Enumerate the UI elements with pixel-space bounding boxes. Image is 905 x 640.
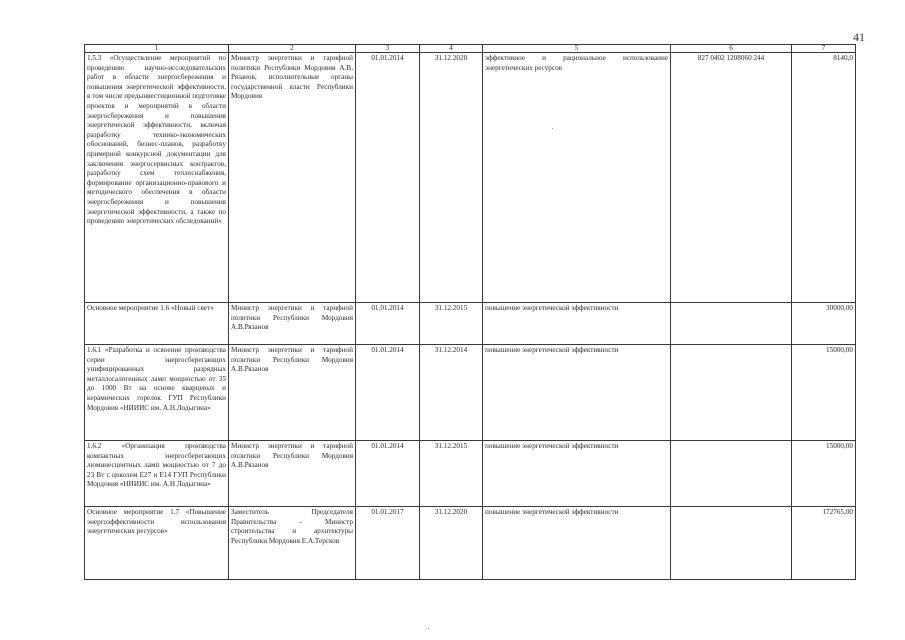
program-measures-table: [84, 44, 856, 580]
budget-code-cell: [671, 507, 792, 580]
budget-code-cell: 827 0402 1208060 244: [671, 53, 792, 303]
start-date-cell: 01.01.2014: [356, 53, 420, 303]
table-row: [85, 345, 856, 441]
amount-cell: 8140,0: [792, 53, 856, 303]
column-number: 4: [420, 45, 483, 53]
amount-cell: 15000,00: [792, 441, 856, 507]
scan-speck: [428, 628, 429, 629]
end-date-cell: 31.12.2014: [420, 345, 483, 441]
measure-name-cell: Основное мероприятие 1.6 «Новый свет»: [85, 303, 229, 345]
end-date-cell: 31.12.2015: [420, 441, 483, 507]
measure-name-cell: 1.5.3 «Осуществление мероприятий по проведению научно-исследовательских работ в области энергосбережения и повышения энергетической эффективности, в том числе предынвестиционной подготовке проектов и мероприятий в области энергосбережения и повышения энергетической эффективности, включая разработку технико-экономических обоснований, бизнес-планов, разработку примерной конкурсной документации для заключения энергосервисных контрактов, разработку схем теплоснабжения, формирование организационно-правового и методического обеспечения в области энергосбережения и повышения энергетической эффективности, а также по проведению энергетических обследований»: [85, 53, 229, 303]
measure-name-cell: Основное мероприятие 1.7 «Повышение энергоэффективности использования энергетических ресурсов»: [85, 507, 229, 580]
amount-cell: 30000,00: [792, 303, 856, 345]
executor-cell: Министр энергетики и тарифной политики Республики Мордовия А.В. Рязанов, исполнительные органы государственной власти Республики Мордовия: [229, 53, 356, 303]
page-number: 41: [853, 30, 865, 44]
start-date-cell: 01.01.2014: [356, 303, 420, 345]
budget-code-cell: [671, 303, 792, 345]
expected-result-cell: повышение энергетической эффективности: [483, 345, 671, 441]
expected-result-cell: повышение энергетической эффективности: [483, 507, 671, 580]
table-row: [85, 53, 856, 303]
amount-cell: 15000,00: [792, 345, 856, 441]
start-date-cell: 01.01.2014: [356, 345, 420, 441]
measure-name-cell: 1.6.2 «Организация производства компактных энергосберегающих люминесцентных ламп мощностью от 7 до 23 Вт с цоколем Е27 и Е14 ГУП Республики Мордовия «НИИИС им. А.Н Лодыгина»: [85, 441, 229, 507]
start-date-cell: 01.01.2014: [356, 441, 420, 507]
column-number: 3: [356, 45, 420, 53]
expected-result-cell: повышение энергетической эффективности: [483, 441, 671, 507]
column-number: 2: [229, 45, 356, 53]
executor-cell: Министр энергетики и тарифной политики Республики Мордовия А.В.Рязанов: [229, 441, 356, 507]
scan-speck: [552, 128, 553, 129]
table-row: [85, 303, 856, 345]
column-number: 7: [792, 45, 856, 53]
column-number: 5: [483, 45, 671, 53]
end-date-cell: 31.12.2015: [420, 303, 483, 345]
table-row: [85, 507, 856, 580]
expected-result-cell: эффективное и рациональное использование энергетических ресурсов: [483, 53, 671, 303]
table-row: [85, 441, 856, 507]
executor-cell: Министр энергетики и тарифной политики Республики Мордовия А.В.Рязанов: [229, 345, 356, 441]
budget-code-cell: [671, 345, 792, 441]
amount-cell: 172765,00: [792, 507, 856, 580]
budget-code-cell: [671, 441, 792, 507]
expected-result-cell: повышение энергетической эффективности: [483, 303, 671, 345]
column-number: 1: [85, 45, 229, 53]
executor-cell: Министр энергетики и тарифной политики Республики Мордовия А.В.Рязанов: [229, 303, 356, 345]
executor-cell: Заместитель Председателя Правительства - Министр строительства и архитектуры Республики Мордовия Е.А.Терсков: [229, 507, 356, 580]
end-date-cell: 31.12.2020: [420, 507, 483, 580]
start-date-cell: 01.01.2017: [356, 507, 420, 580]
end-date-cell: 31.12.2020: [420, 53, 483, 303]
measure-name-cell: 1.6.1 «Разработка и освоение производства серии энергосберегающих унифицированных разрядных металлогалогенных ламп мощностью от 35 до 1000 Вт на основе кварцевых и керамических горелок ГУП Республики Мордовия «НИИИС им. А.Н.Лодыгина»: [85, 345, 229, 441]
column-number-row: [85, 45, 856, 53]
column-number: 6: [671, 45, 792, 53]
